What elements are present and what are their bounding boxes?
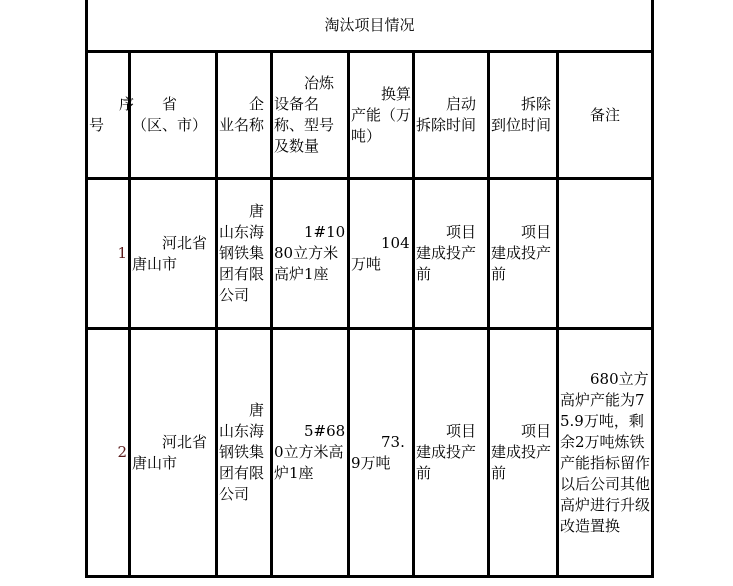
header-capacity: 换算产能（万吨） (349, 52, 414, 179)
row-capacity: 73.9万吨 (349, 329, 414, 577)
row-note (558, 179, 653, 329)
header-province: 省（区、市） (130, 52, 217, 179)
header-index: 序号 (87, 52, 130, 179)
row-province: 河北省唐山市 (130, 329, 217, 577)
row-capacity: 104万吨 (349, 179, 414, 329)
row-company: 唐山东海钢铁集团有限公司 (217, 179, 272, 329)
row-company: 唐山东海钢铁集团有限公司 (217, 329, 272, 577)
row-start-time: 项目建成投产前 (414, 179, 489, 329)
row-done-time: 项目建成投产前 (489, 329, 558, 577)
elimination-table (85, 0, 654, 578)
table-row (87, 179, 653, 329)
row-start-time: 项目建成投产前 (414, 329, 489, 577)
table-title: 淘汰项目情况 (87, 0, 653, 52)
row-note: 680立方高炉产能为75.9万吨，剩余2万吨炼铁产能指标留作以后公司其他高炉进行升级改造置换 (558, 329, 653, 577)
table-row (87, 329, 653, 577)
header-equipment: 冶炼设备名称、型号及数量 (272, 52, 349, 179)
header-done-time: 拆除到位时间 (489, 52, 558, 179)
header-company: 企业名称 (217, 52, 272, 179)
row-index: 1 (87, 179, 130, 329)
row-equipment: 5#680立方米高炉1座 (272, 329, 349, 577)
row-done-time: 项目建成投产前 (489, 179, 558, 329)
header-note: 备注 (558, 52, 653, 179)
row-equipment: 1#1080立方米高炉1座 (272, 179, 349, 329)
header-row (87, 52, 653, 179)
row-province: 河北省唐山市 (130, 179, 217, 329)
header-start-time: 启动拆除时间 (414, 52, 489, 179)
row-index: 2 (87, 329, 130, 577)
